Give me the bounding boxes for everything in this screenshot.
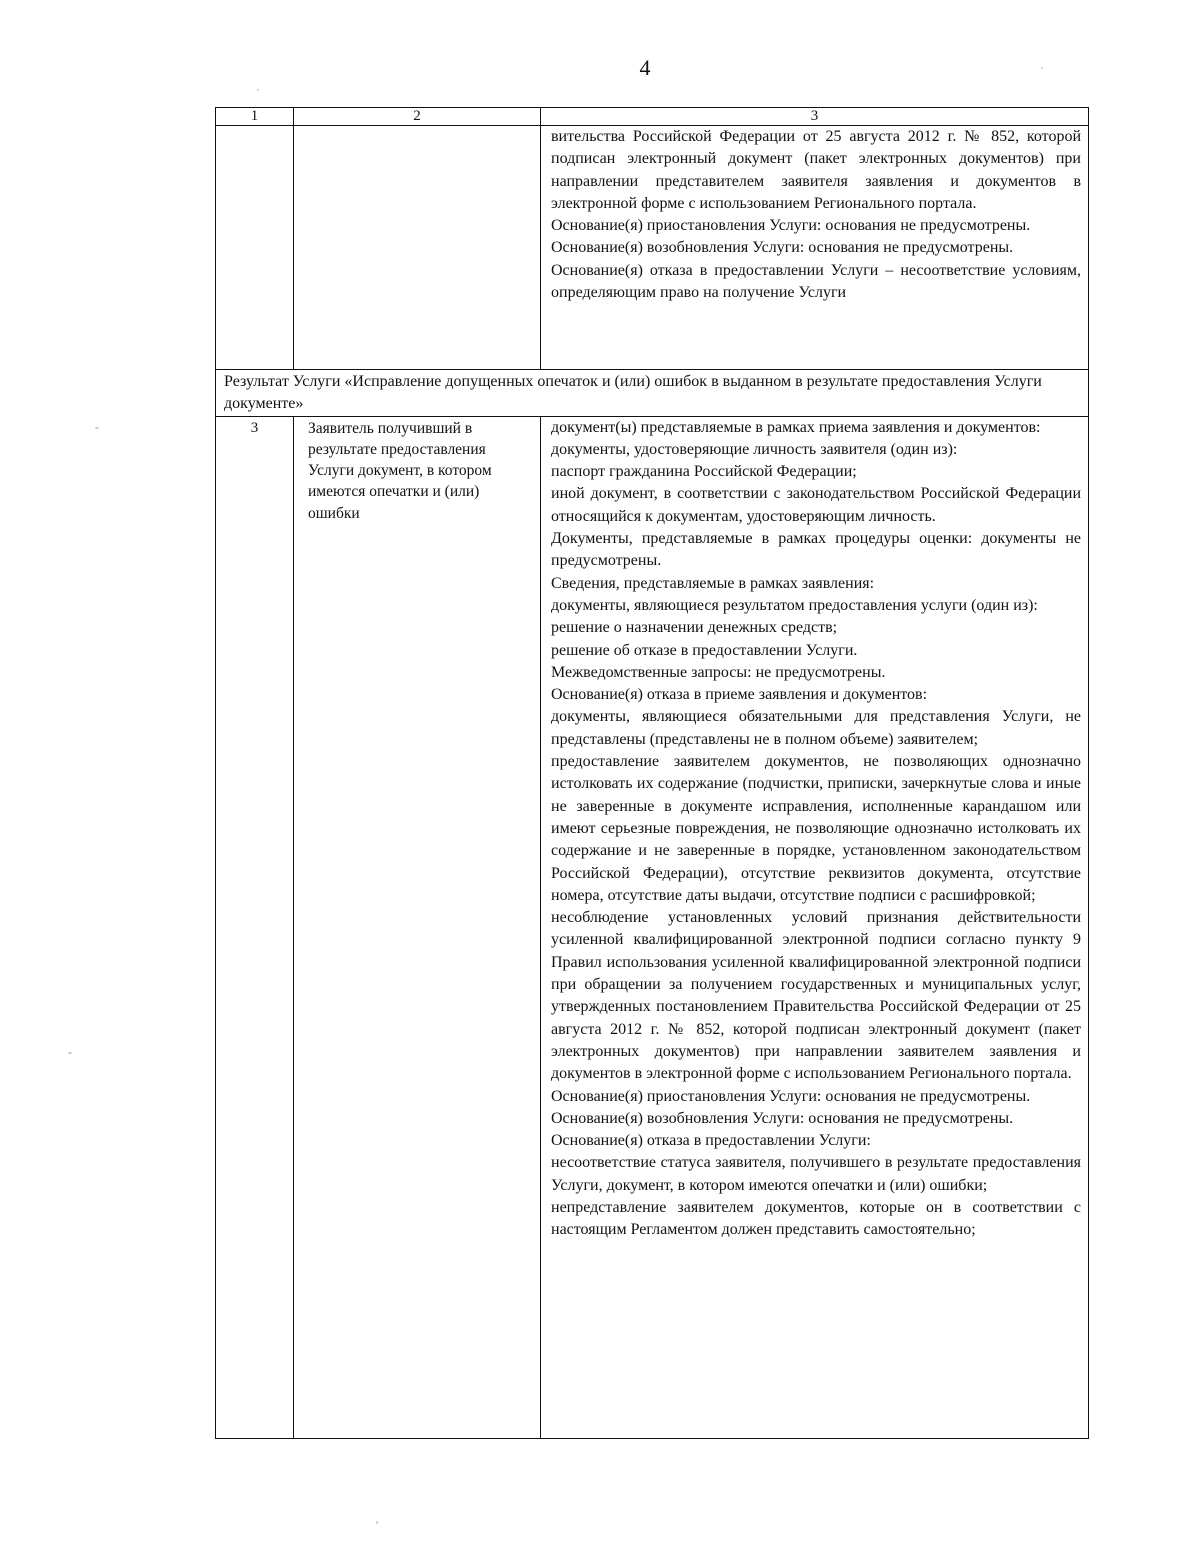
section-title: Результат Услуги «Исправление допущенных опечаток и (или) ошибок в выданном в результате предоставления Услуги документе» bbox=[216, 370, 1089, 417]
paragraph: Межведомственные запросы: не предусмотрены. bbox=[551, 663, 886, 681]
row2-applicant-cell: Заявитель получивший в результате предоставления Услуги документ, в котором имеются опечатки и (или) ошибки bbox=[294, 416, 541, 1438]
row2-number-cell: 3 bbox=[216, 416, 294, 1438]
page-number: 4 bbox=[639, 55, 651, 80]
table-row bbox=[216, 416, 1089, 1438]
table-header-row bbox=[216, 108, 1089, 126]
row1-details-cell bbox=[541, 126, 1089, 370]
paragraph: Основание(я) возобновления Услуги: основания не предусмотрены. bbox=[551, 1109, 1014, 1127]
paragraph: предоставление заявителем документов, не позволяющих однозначно истолковать их содержание (подчистки, приписки, зачеркнутые слова и иные не заверенные в документе исправления, исполненные карандашом или имеют серьезные повреждения, не позволяющие однозначно истолковать их содержание и не заверенные в порядке, установленном законодательством Российской Федерации), отсутствие реквизитов документа, отсутствие номера, отсутствие даты выдачи, отсутствие подписи с расшифровкой; bbox=[551, 753, 1081, 904]
paragraph: иной документ, в соответствии с законодательством Российской Федерации относящийся к документам, удостоверяющим личность. bbox=[551, 485, 1081, 525]
paragraph: Основание(я) возобновления Услуги: основания не предусмотрены. bbox=[551, 239, 1014, 257]
column-header-2: 2 bbox=[294, 108, 541, 126]
paragraph: Сведения, представляемые в рамках заявления: bbox=[551, 574, 875, 592]
row1-applicant-cell bbox=[294, 126, 541, 370]
paragraph: вительства Российской Федерации от 25 августа 2012 г. № 852, которой подписан электронный документ (пакет электронных документов) при направлении представителем заявителя заявления и документов в электронной форме с использованием Регионального портала. bbox=[551, 128, 1081, 212]
scan-speck: ˙ bbox=[256, 86, 260, 100]
paragraph: непредставление заявителем документов, которые он в соответствии с настоящим Регламентом должен представить самостоятельно; bbox=[551, 1198, 1081, 1239]
paragraph: Основание(я) отказа в предоставлении Услуги – несоответствие условиям, определяющим право на получение Услуги bbox=[551, 261, 1081, 302]
scan-speck: - bbox=[95, 420, 99, 434]
paragraph: Основание(я) отказа в приеме заявления и документов: bbox=[551, 686, 928, 704]
paragraph: документы, удостоверяющие личность заявителя (один из): bbox=[551, 440, 958, 458]
table-row bbox=[216, 126, 1089, 370]
paragraph: Основание(я) приостановления Услуги: основания не предусмотрены. bbox=[551, 217, 1031, 235]
section-row bbox=[216, 370, 1089, 417]
row2-details-cell bbox=[541, 416, 1089, 1438]
paragraph: Документы, представляемые в рамках процедуры оценки: документы не предусмотрены. bbox=[551, 530, 1081, 570]
column-header-1: 1 bbox=[216, 108, 294, 126]
paragraph: документы, являющиеся обязательными для представления Услуги, не представлены (представлены не в полном объеме) заявителем; bbox=[551, 708, 1081, 748]
paragraph: Основание(я) отказа в предоставлении Услуги: bbox=[551, 1132, 871, 1150]
scan-speck: ˙ bbox=[1040, 64, 1044, 78]
paragraph: несоблюдение установленных условий признания действительности усиленной квалифицированной электронной подписи согласно пункту 9 Правил использования усиленной квалифицированной электронной подписи при обращении за получением государственных и муниципальных услуг, утвержденных постановлением Правительства Российской Федерации от 25 августа 2012 г. № 852, которой подписан электронный документ (пакет электронных документов) при направлении заявителем заявления и документов в электронной форме с использованием Регионального портала. bbox=[551, 909, 1081, 1083]
regulation-table bbox=[215, 107, 1089, 1439]
paragraph: несоответствие статуса заявителя, получившего в результате предоставления Услуги, документ, в котором имеются опечатки и (или) ошибки; bbox=[551, 1154, 1081, 1194]
paragraph: Основание(я) приостановления Услуги: основания не предусмотрены. bbox=[551, 1087, 1031, 1105]
paragraph: паспорт гражданина Российской Федерации; bbox=[551, 463, 857, 481]
paragraph: решение о назначении денежных средств; bbox=[551, 619, 838, 637]
row1-number-cell bbox=[216, 126, 294, 370]
scan-speck: ' bbox=[376, 1518, 379, 1532]
paragraph: документ(ы) представляемые в рамках приема заявления и документов: bbox=[551, 418, 1041, 436]
scan-speck: - bbox=[68, 1045, 72, 1059]
column-header-3: 3 bbox=[541, 108, 1089, 126]
paragraph: документы, являющиеся результатом предоставления услуги (один из): bbox=[551, 596, 1038, 614]
paragraph: решение об отказе в предоставлении Услуги. bbox=[551, 641, 858, 659]
